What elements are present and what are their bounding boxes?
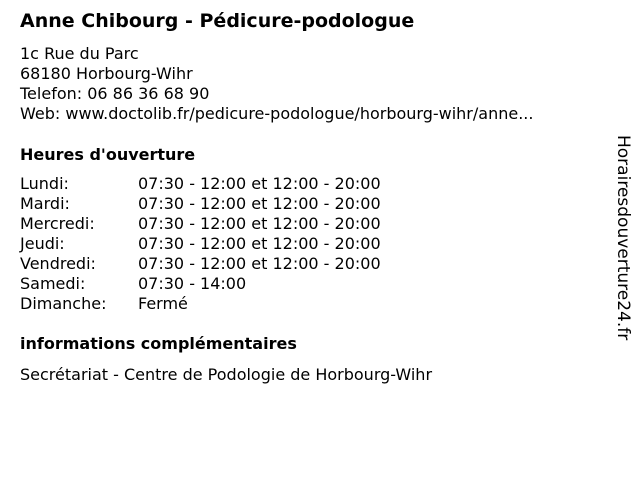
hours-row-lundi xyxy=(20,174,381,194)
day-label: Dimanche: xyxy=(20,294,107,313)
page-title: Anne Chibourg - Pédicure-podologue xyxy=(20,10,415,32)
additional-info-text: Secrétariat - Centre de Podologie de Horbourg-Wihr xyxy=(20,365,433,384)
day-label: Mardi: xyxy=(20,194,70,213)
day-label: Lundi: xyxy=(20,174,69,193)
website-link[interactable]: Web: www.doctolib.fr/pedicure-podologue/horbourg-wihr/anne... xyxy=(20,104,534,123)
phone-number: Telefon: 06 86 36 68 90 xyxy=(20,84,210,103)
address-block xyxy=(20,44,533,124)
time-value: 07:30 - 12:00 et 12:00 - 20:00 xyxy=(138,234,381,253)
day-label: Samedi: xyxy=(20,274,86,293)
time-value: 07:30 - 12:00 et 12:00 - 20:00 xyxy=(138,254,381,273)
day-label: Mercredi: xyxy=(20,214,95,233)
site-watermark: Horairesdouverture24.fr xyxy=(613,135,633,341)
city-address: 68180 Horbourg-Wihr xyxy=(20,64,193,83)
street-address: 1c Rue du Parc xyxy=(20,44,139,63)
time-value: Fermé xyxy=(138,294,188,313)
opening-hours-list xyxy=(20,174,381,314)
day-label: Vendredi: xyxy=(20,254,96,273)
additional-info-heading: informations complémentaires xyxy=(20,334,297,353)
hours-row-jeudi xyxy=(20,234,381,254)
opening-hours-heading: Heures d'ouverture xyxy=(20,145,196,164)
day-label: Jeudi: xyxy=(20,234,65,253)
time-value: 07:30 - 14:00 xyxy=(138,274,247,293)
hours-row-dimanche xyxy=(20,294,381,314)
hours-row-vendredi xyxy=(20,254,381,274)
time-value: 07:30 - 12:00 et 12:00 - 20:00 xyxy=(138,174,381,193)
hours-row-mardi xyxy=(20,194,381,214)
time-value: 07:30 - 12:00 et 12:00 - 20:00 xyxy=(138,214,381,233)
time-value: 07:30 - 12:00 et 12:00 - 20:00 xyxy=(138,194,381,213)
hours-row-samedi xyxy=(20,274,381,294)
hours-row-mercredi xyxy=(20,214,381,234)
